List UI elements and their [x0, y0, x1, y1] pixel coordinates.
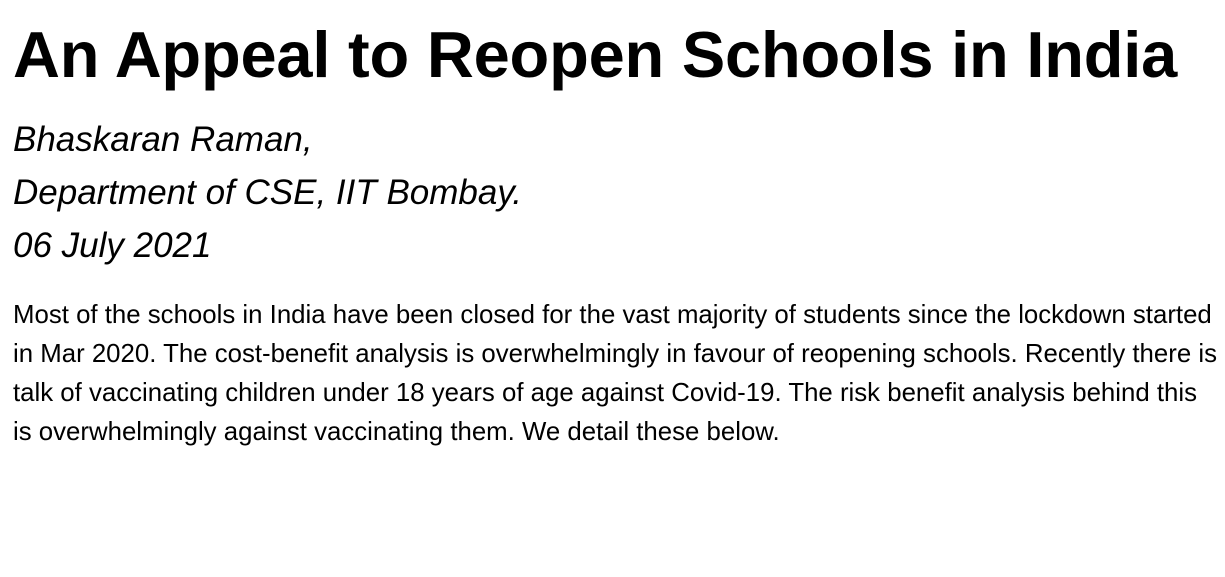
document-page	[13, 0, 1218, 452]
byline	[13, 113, 1218, 272]
document-title: An Appeal to Reopen Schools in India	[13, 18, 1178, 91]
author-name: Bhaskaran Raman,	[13, 120, 313, 159]
document-date: 06 July 2021	[13, 226, 212, 265]
intro-paragraph: Most of the schools in India have been closed for the vast majority of students since the lockdown started in Mar 2020. The cost-benefit analysis is overwhelmingly in favour of reopening schools. Recently there is talk of vaccinating children under 18 years of age against Covid-19. The risk benefit analysis behind this is overwhelmingly against vaccinating them. We detail these below.	[13, 301, 1217, 446]
author-affiliation: Department of CSE, IIT Bombay.	[13, 173, 522, 212]
